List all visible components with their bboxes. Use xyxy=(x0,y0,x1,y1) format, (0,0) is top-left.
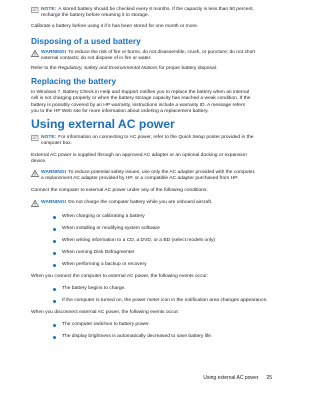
replacing-line: cell is not charging properly or when the battery storage capacity has reached a weak condition. If the xyxy=(31,96,251,102)
note-text-suffix: poster provided in the xyxy=(205,135,254,140)
warning-text-line2: a replacement AC adapter provided by HP, or a compatible AC adapter purchased from HP. xyxy=(41,176,239,182)
bullet-icon xyxy=(53,252,56,255)
page-footer xyxy=(203,375,272,381)
list-item xyxy=(62,250,278,256)
list-item-text: When charging or calibrating a battery xyxy=(62,214,145,219)
storage-note xyxy=(31,7,278,20)
list-item xyxy=(62,262,278,268)
replacing-paragraph xyxy=(31,90,278,115)
page-number: 25 xyxy=(266,375,272,381)
list-item xyxy=(62,238,278,244)
bullet-icon xyxy=(53,228,56,231)
list-item-text: When running Disk Defragmenter xyxy=(62,250,135,255)
warning-text-line1: To reduce potential safety issues, use only the AC adapter provided with the computer, xyxy=(68,170,256,175)
quick-setup-title: Quick Setup xyxy=(178,135,206,140)
bullet-icon xyxy=(53,324,56,327)
warning-icon xyxy=(31,170,39,177)
aircraft-warning xyxy=(31,200,278,206)
connect-conditions-intro: Connect the computer to external AC power under any of the following conditions: xyxy=(31,188,208,193)
list-item-text: When writing information to a CD, a DVD, or a BD (select models only) xyxy=(62,238,216,243)
connect-events-intro: When you connect the computer to external AC power, the following events occur: xyxy=(31,274,209,279)
note-label: NOTE: xyxy=(41,135,57,140)
bullet-icon xyxy=(53,240,56,243)
list-item-text: If the computer is turned on, the power meter icon in the notification area changes appearance. xyxy=(62,298,268,303)
bullet-icon xyxy=(53,216,56,219)
calibrate-paragraph: Calibrate a battery before using it if it has been stored for one month or more. xyxy=(31,24,199,29)
refer-prefix: Refer to the xyxy=(31,66,58,71)
replacing-heading: Replacing the battery xyxy=(31,76,117,86)
supply-line2: device. xyxy=(31,159,47,165)
external-power-note xyxy=(31,135,278,148)
list-item-text: When performing a backup or recovery xyxy=(62,262,147,267)
warning-text-line2: external contacts; do not dispose of in fire or water. xyxy=(41,56,152,62)
list-item-text: The computer switches to battery power. xyxy=(62,322,150,327)
footer-section-title: Using external AC power xyxy=(203,375,259,381)
disposing-heading: Disposing of a used battery xyxy=(31,36,141,46)
bullet-icon xyxy=(53,336,56,339)
supply-line1: External AC power is supplied through an approved AC adapter or an optional docking or expansion xyxy=(31,153,247,158)
note-icon xyxy=(31,135,39,142)
note-text-line1: For information on connecting to AC power, refer to the xyxy=(58,135,179,140)
warning-label: WARNING! xyxy=(41,170,67,175)
external-power-heading: Using external AC power xyxy=(31,117,175,131)
warning-icon xyxy=(31,200,39,207)
warning-label: WARNING! xyxy=(41,50,67,55)
list-item xyxy=(62,286,278,292)
adapter-warning xyxy=(31,170,278,183)
list-item-text: The battery begins to charge. xyxy=(62,286,126,291)
warning-text-line1: To reduce the risk of fire or burns, do not disassemble, crush, or puncture; do not short xyxy=(68,50,256,55)
regulatory-notices-title: Regulatory, Safety and Environmental Notices xyxy=(57,66,158,71)
list-item xyxy=(62,334,278,340)
warning-label: WARNING! xyxy=(41,200,67,205)
warning-icon xyxy=(31,50,39,57)
refer-suffix: for proper battery disposal. xyxy=(157,66,218,71)
note-text-line1: A stored battery should be checked every 6 months. If the capacity is less than 50 percent, xyxy=(58,7,254,12)
note-text-line2: recharge the battery before returning it to storage. xyxy=(41,13,149,19)
bullet-icon xyxy=(53,300,56,303)
warning-text: Do not charge the computer battery while you are onboard aircraft. xyxy=(68,200,213,205)
bullet-icon xyxy=(53,264,56,267)
list-item xyxy=(62,322,278,328)
replacing-line: you to the HP Web site for more information about ordering a replacement battery. xyxy=(31,108,209,114)
list-item xyxy=(62,298,278,304)
disposal-warning xyxy=(31,50,278,63)
list-item xyxy=(62,226,278,232)
disposal-refer-paragraph xyxy=(31,66,278,72)
note-icon xyxy=(31,7,39,14)
note-label: NOTE: xyxy=(41,7,57,12)
disconnect-events-intro: When you disconnect external AC power, the following events occur: xyxy=(31,310,180,315)
supply-paragraph xyxy=(31,153,278,166)
replacing-line: In Windows 7, Battery Check in Help and Support notifies you to replace the battery when an internal xyxy=(31,90,250,95)
list-item-text: The display brightness is automatically decreased to save battery life. xyxy=(62,334,213,339)
bullet-icon xyxy=(53,288,56,291)
note-text-line2: computer box. xyxy=(41,141,72,147)
replacing-line: battery is possibly covered by an HP warranty, instructions include a warranty ID. A message refers xyxy=(31,102,246,108)
list-item-text: When installing or modifying system software xyxy=(62,226,160,231)
list-item xyxy=(62,214,278,220)
